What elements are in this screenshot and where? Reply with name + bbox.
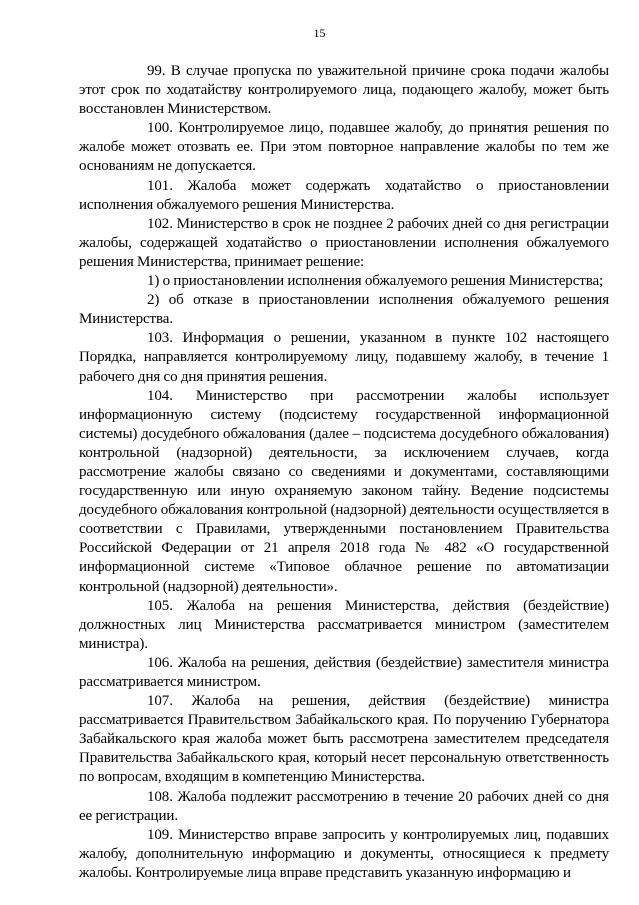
paragraph-100: 100. Контролируемое лицо, подавшее жалобу, до принятия решения по жалобе может отозвать ее. При этом повторное направление жалобы по тем же основаниям не допускается. [79, 120, 609, 175]
paragraph-104: 104. Министерство при рассмотрении жалобы использует информационную систему (подсистему государственной информационной системы) досудебного обжалования (далее – подсистема досудебного обжалования) контрольной (надзорной) деятельности, за исключением случаев, когда рассмотрение жалобы связано со сведениями и документами, составляющими государственную или иную охраняемую законом тайну. Ведение подсистемы досудебного обжалования контрольной (надзорной) деятельности осуществляется в соответствии с Правилами, утвержденными постановлением Правительства Российской Федерации от 21 апреля 2018 года № 482 «О государственной информационной системе «Типовое облачное решение по автоматизации контрольной (надзорной) деятельности». [79, 387, 609, 595]
paragraph-101: 101. Жалоба может содержать ходатайство о приостановлении исполнения обжалуемого решения Министерства. [79, 177, 609, 213]
paragraph-108: 108. Жалоба подлежит рассмотрению в течение 20 рабочих дней со дня ее регистрации. [79, 788, 609, 824]
paragraph-102-item-1: 1) о приостановлении исполнения обжалуемого решения Министерства; [147, 273, 604, 290]
paragraph-106: 106. Жалоба на решения, действия (бездействие) заместителя министра рассматривается министром. [79, 654, 609, 690]
paragraph-102-item-2: 2) об отказе в приостановлении исполнения обжалуемого решения Министерства. [79, 292, 609, 328]
paragraph-99: 99. В случае пропуска по уважительной причине срока подачи жалобы этот срок по ходатайству контролируемого лица, подающего жалобу, может быть восстановлен Министерством. [79, 63, 609, 118]
paragraph-103: 103. Информация о решении, указанном в пункте 102 настоящего Порядка, направляется контролируемому лицу, подавшему жалобу, в течение 1 рабочего дня со дня принятия решения. [79, 330, 609, 385]
paragraph-102: 102. Министерство в срок не позднее 2 рабочих дней со дня регистрации жалобы, содержащей ходатайство о приостановлении исполнения обжалуемого решения Министерства, принимает решение: [79, 215, 609, 270]
paragraph-105: 105. Жалоба на решения Министерства, действия (бездействие) должностных лиц Министерства рассматривается министром (заместителем министра). [79, 597, 609, 652]
paragraph-109: 109. Министерство вправе запросить у контролируемых лиц, подавших жалобу, дополнительную информацию и документы, относящиеся к предмету жалобы. Контролируемые лица вправе представить указанную информацию и [79, 826, 609, 881]
page-number: 15 [313, 26, 326, 40]
document-body [79, 62, 609, 883]
paragraph-107: 107. Жалоба на решения, действия (бездействие) министра рассматривается Правительством Забайкальского края. По поручению Губернатора Забайкальского края жалоба может быть рассмотрена заместителем председателя Правительства Забайкальского края, который несет персональную ответственность по вопросам, входящим в компетенцию Министерства. [79, 693, 609, 786]
